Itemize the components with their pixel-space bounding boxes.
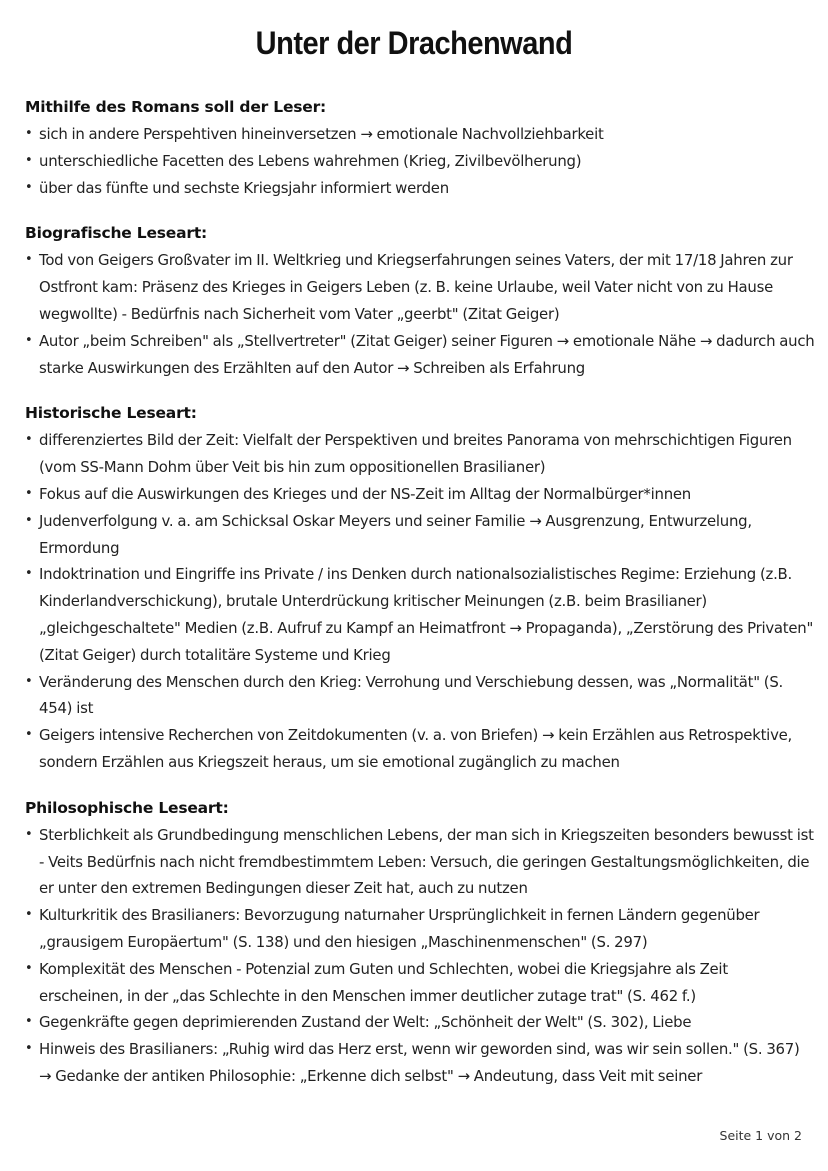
section-heading: Historische Leseart:: [25, 404, 197, 423]
document-body: [25, 94, 815, 1109]
list-item: • Hinweis des Brasilianers: „Ruhig wird das Herz erst, wenn wir geworden sind, was wir sein sollen." (S. 367) → Gedanke der antiken Philosophie: „Erkenne dich selbst" → Andeutung, dass Veit mit seiner: [25, 1036, 815, 1090]
bullet-list: [25, 121, 815, 201]
page-number: Seite 1 von 2: [719, 1128, 802, 1143]
bullet-list: [25, 427, 815, 775]
list-item: • Komplexität des Menschen - Potenzial zum Guten und Schlechten, wobei die Kriegsjahre als Zeit erscheinen, in der „das Schlechte in den Menschen immer deutlicher zutage trat" (S. 462 f.): [25, 956, 815, 1010]
section-philosophische-leseart: [25, 795, 815, 1090]
list-item: • sich in andere Perspehtiven hineinversetzen → emotionale Nachvollziehbarkeit: [25, 121, 815, 148]
section-heading: Mithilfe des Romans soll der Leser:: [25, 98, 327, 116]
list-item: • Indoktrination und Eingriffe ins Private / ins Denken durch nationalsozialistisches Regime: Erziehung (z.B. Kinderlandverschickung), brutale Unterdrückung kritischer Meinungen (z.B. beim Brasilianer) „gleichgeschaltete" Medien (z.B. Aufruf zu Kampf an Heimatfront → Propaganda), „Zerstörung des Privaten" (Zitat Geiger) durch totalitäre Systeme und Krieg: [25, 561, 815, 668]
section-roman-ziele: [25, 94, 815, 201]
bullet-list: [25, 247, 815, 381]
list-item: • differenziertes Bild der Zeit: Vielfalt der Perspektiven und breites Panorama von mehrschichtigen Figuren (vom SS-Mann Dohm über Veit bis hin zum oppositionellen Brasilianer): [25, 427, 815, 481]
list-item: • Kulturkritik des Brasilianers: Bevorzugung naturnaher Ursprünglichkeit in fernen Ländern gegenüber „grausigem Europäertum" (S. 138) und den hiesigen „Maschinenmenschen" (S. 297): [25, 902, 815, 956]
bullet-list: [25, 822, 815, 1090]
section-historische-leseart: [25, 400, 815, 775]
section-heading: Biografische Leseart:: [25, 224, 208, 243]
section-heading: Philosophische Leseart:: [25, 798, 229, 817]
list-item: • über das fünfte und sechste Kriegsjahr informiert werden: [25, 175, 815, 202]
list-item: • Autor „beim Schreiben" als „Stellvertreter" (Zitat Geiger) seiner Figuren → emotionale Nähe → dadurch auch starke Auswirkungen des Erzählten auf den Autor → Schreiben als Erfahrung: [25, 328, 815, 382]
list-item: • Sterblichkeit als Grundbedingung menschlichen Lebens, der man sich in Kriegszeiten besonders bewusst ist - Veits Bedürfnis nach nicht fremdbestimmtem Leben: Versuch, die geringen Gestaltungsmöglichkeiten, die er unter den extremen Bedingungen dieser Zeit hat, auch zu nutzen: [25, 822, 815, 902]
list-item: • Fokus auf die Auswirkungen des Krieges und der NS-Zeit im Alltag der Normalbürger*innen: [25, 481, 815, 508]
section-biografische-leseart: [25, 220, 815, 381]
list-item: • Veränderung des Menschen durch den Krieg: Verrohung und Verschiebung dessen, was „Normalität" (S. 454) ist: [25, 669, 815, 723]
document-title: Unter der Drachenwand: [255, 26, 573, 62]
list-item: • Judenverfolgung v. a. am Schicksal Oskar Meyers und seiner Familie → Ausgrenzung, Entwurzelung, Ermordung: [25, 508, 815, 562]
list-item: • unterschiedliche Facetten des Lebens wahrehmen (Krieg, Zivilbevölherung): [25, 148, 815, 175]
list-item: • Tod von Geigers Großvater im II. Weltkrieg und Kriegserfahrungen seines Vaters, der mit 17/18 Jahren zur Ostfront kam: Präsenz des Krieges in Geigers Leben (z. B. keine Urlaube, weil Vater nicht von zu Hause wegwollte) - Bedürfnis nach Sicherheit vom Vater „geerbt" (Zitat Geiger): [25, 247, 815, 327]
list-item: • Gegenkräfte gegen deprimierenden Zustand der Welt: „Schönheit der Welt" (S. 302), Liebe: [25, 1009, 815, 1036]
list-item: • Geigers intensive Recherchen von Zeitdokumenten (v. a. von Briefen) → kein Erzählen aus Retrospektive, sondern Erzählen aus Kriegszeit heraus, um sie emotional zugänglich zu machen: [25, 722, 815, 776]
